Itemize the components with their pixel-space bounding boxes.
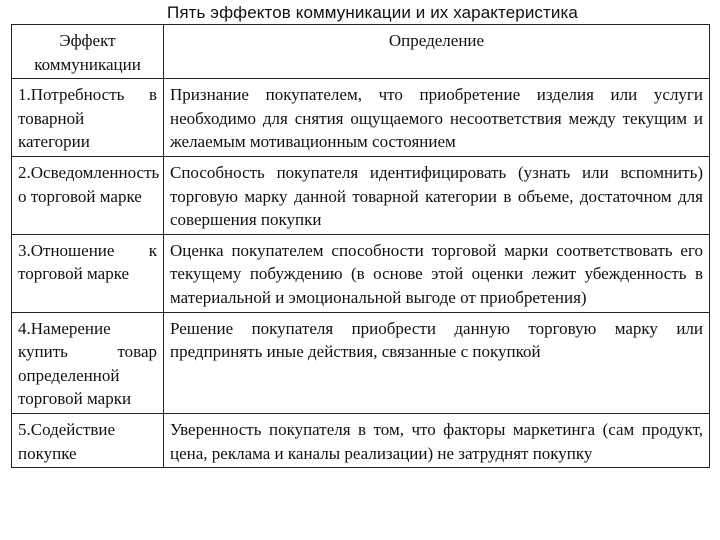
header-effect xyxy=(12,25,164,79)
header-definition: Определение xyxy=(164,25,710,79)
effect-cell: 3.Отношение к торговой марке xyxy=(12,234,164,312)
definition-cell: Решение покупателя приобрести данную торговую марку или предпринять иные действия, связанные с покупкой xyxy=(164,312,710,413)
table-row xyxy=(12,413,710,467)
effect-cell: 2.Осведомленность о торговой марке xyxy=(12,156,164,234)
definition-cell: Признание покупателем, что приобретение изделия или услуги необходимо для снятия ощущаемого несоответствия между текущим и желаемым мотивационным состоянием xyxy=(164,79,710,157)
definition-cell: Способность покупателя идентифицировать (узнать или вспомнить) торговую марку данной товарной категории в объеме, достаточном для совершения покупки xyxy=(164,156,710,234)
table-header-row xyxy=(12,25,710,79)
table-caption: Пять эффектов коммуникации и их характеристика xyxy=(167,3,578,22)
definition-cell: Оценка покупателем способности торговой марки соответствовать его текущему побуждению (в основе этой оценки лежит убежденность в материальной и эмоциональной выгоде от приобретения) xyxy=(164,234,710,312)
communication-effects-table xyxy=(11,24,710,468)
table-row xyxy=(12,312,710,413)
table-row xyxy=(12,234,710,312)
table-row xyxy=(12,156,710,234)
effect-cell: 4.Намерение купить товар определенной торговой марки xyxy=(12,312,164,413)
effect-cell: 1.Потребность в товарной категории xyxy=(12,79,164,157)
definition-cell: Уверенность покупателя в том, что факторы маркетинга (сам продукт, цена, реклама и каналы реализации) не затруднят покупку xyxy=(164,413,710,467)
header-effect-line2: коммуникации xyxy=(34,54,141,74)
effect-cell: 5.Содействие покупке xyxy=(12,413,164,467)
header-effect-line1: Эффект xyxy=(59,31,116,50)
table-row xyxy=(12,79,710,157)
